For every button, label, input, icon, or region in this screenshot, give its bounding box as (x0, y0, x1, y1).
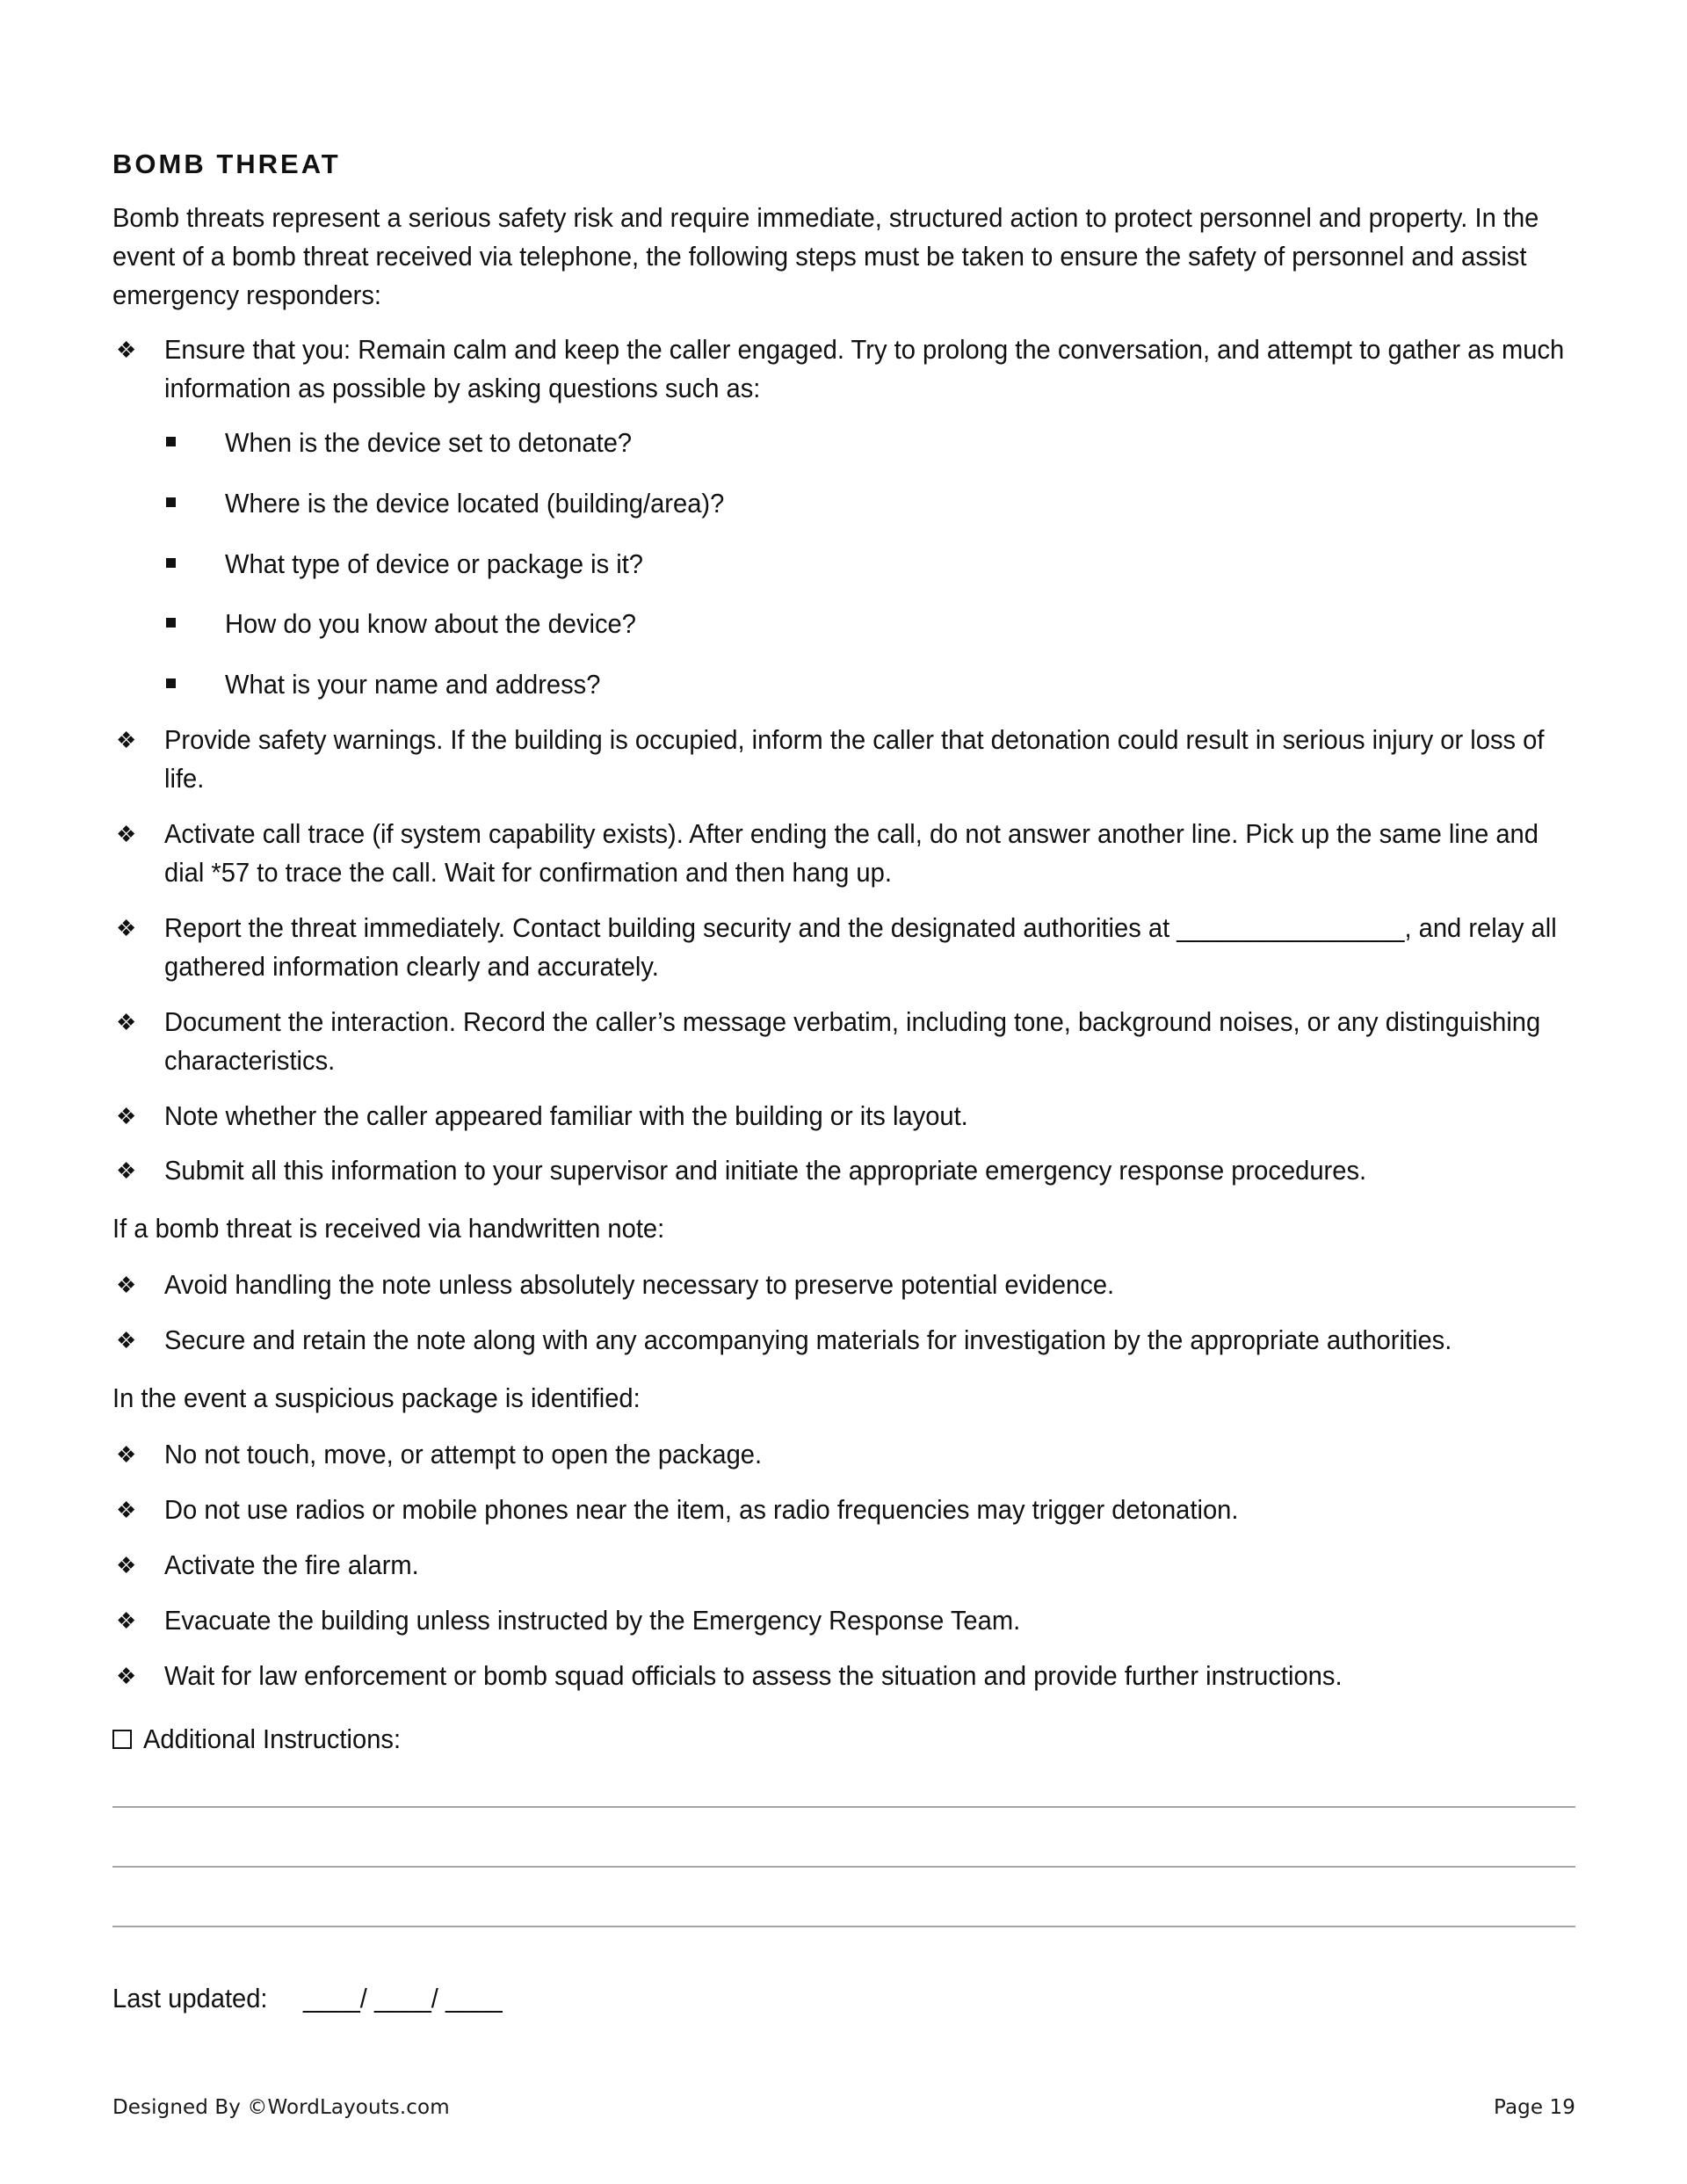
list-item-text: Ensure that you: Remain calm and keep the caller engaged. Try to prolong the conversation, and attempt to gather as much information as possible by asking questions such as: (164, 334, 1565, 403)
list-item (112, 1322, 1575, 1360)
diamond-bullet-icon: ❖ (116, 1551, 137, 1578)
list-item-text: What is your name and address? (225, 670, 601, 700)
list-item (112, 1491, 1575, 1530)
handwritten-note-list (112, 1266, 1575, 1360)
list-item-text: Evacuate the building unless instructed by the Emergency Response Team. (164, 1605, 1021, 1636)
suspicious-package-lead: In the event a suspicious package is identified: (112, 1383, 641, 1414)
list-item-text: Provide safety warnings. If the building is occupied, inform the caller that detonation could result in serious injury or loss of life. (164, 725, 1545, 795)
diamond-bullet-icon: ❖ (116, 1008, 137, 1035)
caller-questions-list (164, 424, 1575, 706)
list-item (112, 1602, 1575, 1641)
list-item (112, 1436, 1575, 1475)
list-item-text: Activate the fire alarm. (164, 1549, 419, 1580)
diamond-bullet-icon: ❖ (116, 1272, 137, 1299)
page-content (112, 148, 1575, 2018)
additional-instructions-row (112, 1721, 1575, 1760)
square-bullet-icon (166, 618, 184, 628)
list-item-text: Submit all this information to your supervisor and initiate the appropriate emergency response procedures. (164, 1156, 1367, 1186)
list-item-text: Secure and retain the note along with any accompanying materials for investigation by the appropriate authorities. (164, 1325, 1452, 1356)
rule-line (112, 1806, 1575, 1808)
list-item (164, 606, 1575, 644)
list-item-text: When is the device set to detonate? (225, 427, 633, 458)
checkbox-icon[interactable] (112, 1730, 132, 1749)
diamond-bullet-icon: ❖ (116, 914, 137, 941)
additional-instructions-label: Additional Instructions: (143, 1724, 402, 1755)
list-item (112, 722, 1575, 799)
list-item (112, 1004, 1575, 1081)
page-footer (112, 2096, 1575, 2119)
list-item-text: Document the interaction. Record the caller’s message verbatim, including tone, background noises, or any distinguishing characteristics. (164, 1006, 1541, 1076)
square-bullet-icon (166, 497, 184, 507)
designer-credit: Designed By ©WordLayouts.com (112, 2096, 450, 2119)
diamond-bullet-icon: ❖ (116, 1157, 137, 1185)
suspicious-package-list (112, 1436, 1575, 1696)
list-item-text: Activate call trace (if system capability exists). After ending the call, do not answer another line. Pick up the same line and dial *57 to trace the call. Wait for confirmation and then hang up. (164, 819, 1539, 888)
last-updated-field: Last updated: ____/ ____/ ____ (112, 1984, 503, 2014)
rule-line (112, 1926, 1575, 1927)
diamond-bullet-icon: ❖ (116, 1496, 137, 1523)
diamond-bullet-icon: ❖ (116, 727, 137, 754)
list-item (164, 424, 1575, 463)
diamond-bullet-icon: ❖ (116, 1102, 137, 1129)
diamond-bullet-icon: ❖ (116, 1607, 137, 1634)
square-bullet-icon (166, 678, 184, 688)
square-bullet-icon (166, 558, 184, 568)
list-item (112, 331, 1575, 705)
rule-line (112, 1866, 1575, 1868)
list-item (112, 1658, 1575, 1696)
diamond-bullet-icon: ❖ (116, 1662, 137, 1689)
list-item (112, 1098, 1575, 1136)
list-item-text: Wait for law enforcement or bomb squad officials to assess the situation and provide further instructions. (164, 1660, 1343, 1691)
list-item (164, 666, 1575, 705)
page-title: BOMB THREAT (112, 149, 341, 179)
list-item (112, 1266, 1575, 1305)
list-item-text: Do not use radios or mobile phones near the item, as radio frequencies may trigger detonation. (164, 1494, 1239, 1525)
diamond-bullet-icon: ❖ (116, 336, 137, 363)
diamond-bullet-icon: ❖ (116, 1327, 137, 1354)
handwritten-note-lead: If a bomb threat is received via handwritten note: (112, 1214, 665, 1244)
list-item-text: How do you know about the device? (225, 609, 636, 640)
telephone-procedure-list (112, 331, 1575, 1191)
diamond-bullet-icon: ❖ (116, 1440, 137, 1468)
list-item (164, 546, 1575, 584)
list-item-text: Where is the device located (building/area)? (225, 488, 725, 519)
list-item-text: No not touch, move, or attempt to open the package. (164, 1439, 763, 1469)
list-item (112, 910, 1575, 987)
list-item-text: Report the threat immediately. Contact building security and the designated authorities at ________________, and relay all gathered information clearly and accurately. (164, 912, 1557, 982)
list-item-text: What type of device or package is it? (225, 548, 644, 579)
list-item-text: Note whether the caller appeared familiar with the building or its layout. (164, 1100, 968, 1131)
list-item-text: Avoid handling the note unless absolutely necessary to preserve potential evidence. (164, 1270, 1115, 1301)
write-in-rules (112, 1806, 1575, 1927)
page-number: Page 19 (1494, 2096, 1575, 2119)
intro-paragraph: Bomb threats represent a serious safety risk and require immediate, structured action to protect personnel and property. In the event of a bomb threat received via telephone, the following steps must be taken to ensure the safety of personnel and assist emergency responders: (112, 203, 1539, 310)
list-item (112, 1547, 1575, 1585)
list-item (112, 1152, 1575, 1191)
diamond-bullet-icon: ❖ (116, 821, 137, 848)
list-item (164, 485, 1575, 524)
square-bullet-icon (166, 437, 184, 446)
list-item (112, 816, 1575, 893)
